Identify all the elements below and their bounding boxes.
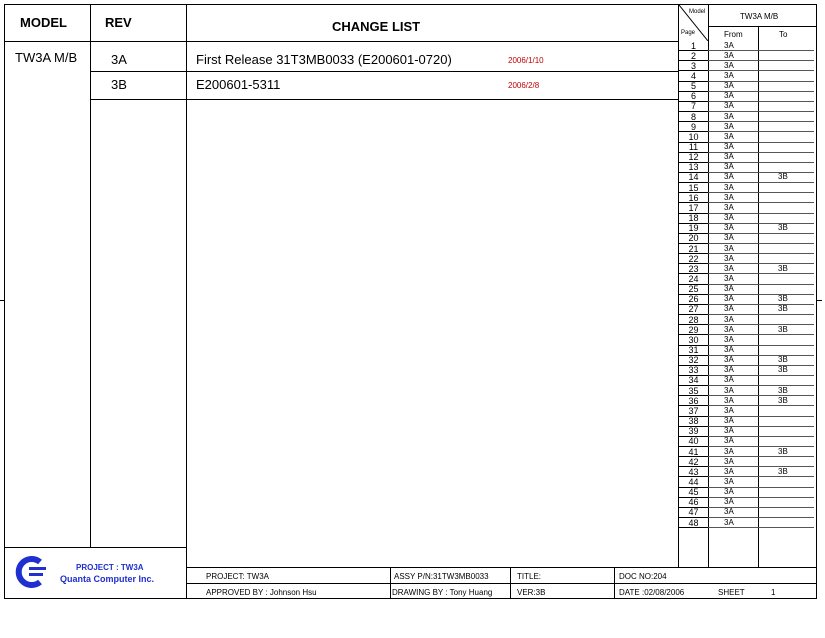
page-number: 40: [688, 436, 699, 447]
page-number: 47: [688, 507, 699, 518]
page-number: 38: [688, 416, 699, 427]
tb-sheet-value: 1: [771, 588, 776, 597]
page-number: 5: [690, 81, 696, 92]
tb-drawing-by: DRAWING BY : Tony Huang: [392, 588, 493, 597]
page-number: 22: [688, 253, 699, 264]
page-number: 19: [688, 223, 699, 234]
page-number: 12: [688, 152, 699, 163]
col-divider-page-from: [708, 5, 709, 567]
header-underline: [5, 41, 678, 42]
tb-divider-2: [510, 567, 511, 598]
page-from-rev: 3A: [724, 263, 734, 273]
col-divider-model-rev: [90, 5, 91, 547]
page-from-rev: 3A: [724, 517, 734, 527]
tb-date: DATE :02/08/2006: [619, 588, 685, 597]
page-number: 37: [688, 405, 699, 416]
page-from-rev: 3A: [724, 131, 734, 141]
page-from-rev: 3A: [724, 314, 734, 324]
page-number: 30: [688, 334, 699, 345]
page-from-rev: 3A: [724, 172, 734, 182]
model-row-underline: [708, 26, 816, 27]
page-from-rev: 3A: [724, 223, 734, 233]
page-from-rev: 3A: [724, 324, 734, 334]
page-from-rev: 3A: [724, 497, 734, 507]
change-list-header: CHANGE LIST: [332, 19, 421, 34]
rev-description: First Release 31T3MB0033 (E200601-0720): [196, 52, 452, 67]
page-number: 17: [688, 202, 699, 213]
page-number: 36: [688, 395, 699, 406]
rev-date: 2006/1/10: [508, 56, 544, 65]
page-to-rev: 3B: [778, 223, 788, 233]
page-from-rev: 3A: [724, 40, 734, 50]
page-number: 15: [688, 182, 699, 193]
page-from-rev: 3A: [724, 476, 734, 486]
page-number: 20: [688, 233, 699, 244]
page-number: 8: [690, 111, 696, 122]
page-from-rev: 3A: [724, 416, 734, 426]
page-from-rev: 3A: [724, 233, 734, 243]
page-to-rev: 3B: [778, 263, 788, 273]
rev-row-divider-2: [90, 99, 678, 100]
page-row-line: [708, 527, 814, 528]
page-to-rev: 3B: [778, 294, 788, 304]
to-header: To: [779, 30, 788, 39]
tb-sheet-label: SHEET: [718, 588, 745, 597]
page-number: 45: [688, 487, 699, 498]
page-table-model-label: Model: [689, 9, 706, 15]
page-from-rev: 3A: [724, 101, 734, 111]
page-from-rev: 3A: [724, 284, 734, 294]
page-number: 32: [688, 355, 699, 366]
logo-block-top: [5, 547, 186, 548]
page-from-rev: 3A: [724, 334, 734, 344]
tb-project: PROJECT: TW3A: [206, 572, 269, 581]
edge-tick-left: [0, 300, 4, 301]
page-number: 10: [688, 131, 699, 142]
page-number: 48: [688, 517, 699, 528]
page-to-rev: 3B: [778, 355, 788, 365]
page-to-rev: 3B: [778, 385, 788, 395]
page-number: 13: [688, 162, 699, 173]
page-number: 35: [688, 385, 699, 396]
page-from-rev: 3A: [724, 202, 734, 212]
page-number: 25: [688, 284, 699, 295]
page-to-rev: 3B: [778, 466, 788, 476]
page-number: 3: [690, 60, 696, 71]
page-from-rev: 3A: [724, 487, 734, 497]
page-number: 11: [688, 142, 699, 152]
page-number: 42: [688, 456, 699, 467]
page-number: 29: [688, 324, 699, 335]
page-from-rev: 3A: [724, 304, 734, 314]
page-from-rev: 3A: [724, 60, 734, 70]
page-number: 44: [688, 476, 699, 487]
page-from-rev: 3A: [724, 385, 734, 395]
page-number: 24: [688, 273, 699, 284]
page-number: 31: [688, 345, 699, 355]
page-to-rev: 3B: [778, 304, 788, 314]
page-to-rev: 3B: [778, 324, 788, 334]
page-from-rev: 3A: [724, 446, 734, 456]
page-from-rev: 3A: [724, 507, 734, 517]
tb-divider-1: [390, 567, 391, 598]
tb-divider-3: [614, 567, 615, 598]
model-header: MODEL: [20, 15, 67, 30]
page-from-rev: 3A: [724, 111, 734, 121]
page-from-rev: 3A: [724, 466, 734, 476]
page-from-rev: 3A: [724, 91, 734, 101]
page-from-rev: 3A: [724, 213, 734, 223]
rev-date: 2006/2/8: [508, 81, 540, 90]
page-number: 1: [690, 40, 696, 51]
from-header: From: [724, 30, 743, 39]
page-from-rev: 3A: [724, 142, 734, 151]
page-number: 39: [688, 426, 699, 437]
page-from-rev: 3A: [724, 81, 734, 91]
page-table-model-value: TW3A M/B: [740, 12, 779, 21]
col-divider-rev-change: [186, 5, 187, 598]
rev-description: E200601-5311: [196, 77, 281, 92]
page-from-rev: 3A: [724, 426, 734, 436]
title-block-mid: [186, 583, 816, 584]
page-from-rev: 3A: [724, 365, 734, 375]
page-from-rev: 3A: [724, 50, 734, 60]
page-number: 28: [688, 314, 699, 325]
page-number: 18: [688, 213, 699, 224]
tb-doc-no: DOC NO:204: [619, 572, 667, 581]
page-from-rev: 3A: [724, 345, 734, 354]
logo-project: PROJECT : TW3A: [76, 563, 144, 572]
page-from-rev: 3A: [724, 456, 734, 466]
page-number: 9: [690, 121, 696, 132]
page-number: 43: [688, 466, 699, 477]
page-from-rev: 3A: [724, 121, 734, 131]
rev-row-divider: [90, 71, 678, 72]
tb-assy-pn: ASSY P/N:31TW3MB0033: [394, 572, 489, 581]
page-number: 33: [688, 365, 699, 376]
page-number: 7: [690, 101, 696, 112]
page-from-rev: 3A: [724, 273, 734, 283]
page-number: 46: [688, 497, 699, 508]
page-to-rev: 3B: [778, 365, 788, 375]
page-from-rev: 3A: [724, 355, 734, 365]
page-number: 23: [688, 263, 699, 274]
rev-cell: 3A: [111, 52, 127, 67]
page-number: 6: [690, 91, 696, 102]
rev-cell: 3B: [111, 77, 127, 92]
page-number: 4: [690, 70, 696, 81]
tb-approved-by: APPROVED BY : Johnson Hsu: [206, 588, 317, 597]
page-number: 27: [688, 304, 699, 315]
page-to-rev: 3B: [778, 395, 788, 405]
page-to-rev: 3B: [778, 172, 788, 182]
page-from-rev: 3A: [724, 253, 734, 263]
page-number: 34: [688, 375, 699, 386]
edge-tick-right: [817, 300, 822, 301]
page-number: 41: [688, 446, 699, 457]
page-number: 21: [688, 243, 699, 254]
page-number: 2: [690, 50, 696, 61]
rev-header: REV: [105, 15, 132, 30]
page-from-rev: 3A: [724, 375, 734, 385]
page-from-rev: 3A: [724, 436, 734, 446]
tb-ver: VER:3B: [517, 588, 546, 597]
company-name: Quanta Computer Inc.: [60, 574, 155, 584]
quanta-logo-icon: [14, 556, 48, 588]
page-number: 14: [688, 172, 699, 183]
page-from-rev: 3A: [724, 294, 734, 304]
page-row-line: [679, 527, 708, 528]
page-from-rev: 3A: [724, 395, 734, 405]
page-from-rev: 3A: [724, 405, 734, 415]
model-value: TW3A M/B: [15, 50, 78, 65]
page-table-page-label: Page: [681, 30, 696, 36]
page-to-rev: 3B: [778, 446, 788, 456]
page-number: 26: [688, 294, 699, 305]
page-from-rev: 3A: [724, 182, 734, 192]
title-block-top: [186, 567, 816, 568]
page-from-rev: 3A: [724, 70, 734, 80]
page-number: 16: [688, 192, 699, 203]
page-from-rev: 3A: [724, 243, 734, 253]
page-from-rev: 3A: [724, 192, 734, 202]
page-from-rev: 3A: [724, 162, 734, 172]
page-from-rev: 3A: [724, 152, 734, 162]
tb-title: TITLE:: [517, 572, 542, 581]
